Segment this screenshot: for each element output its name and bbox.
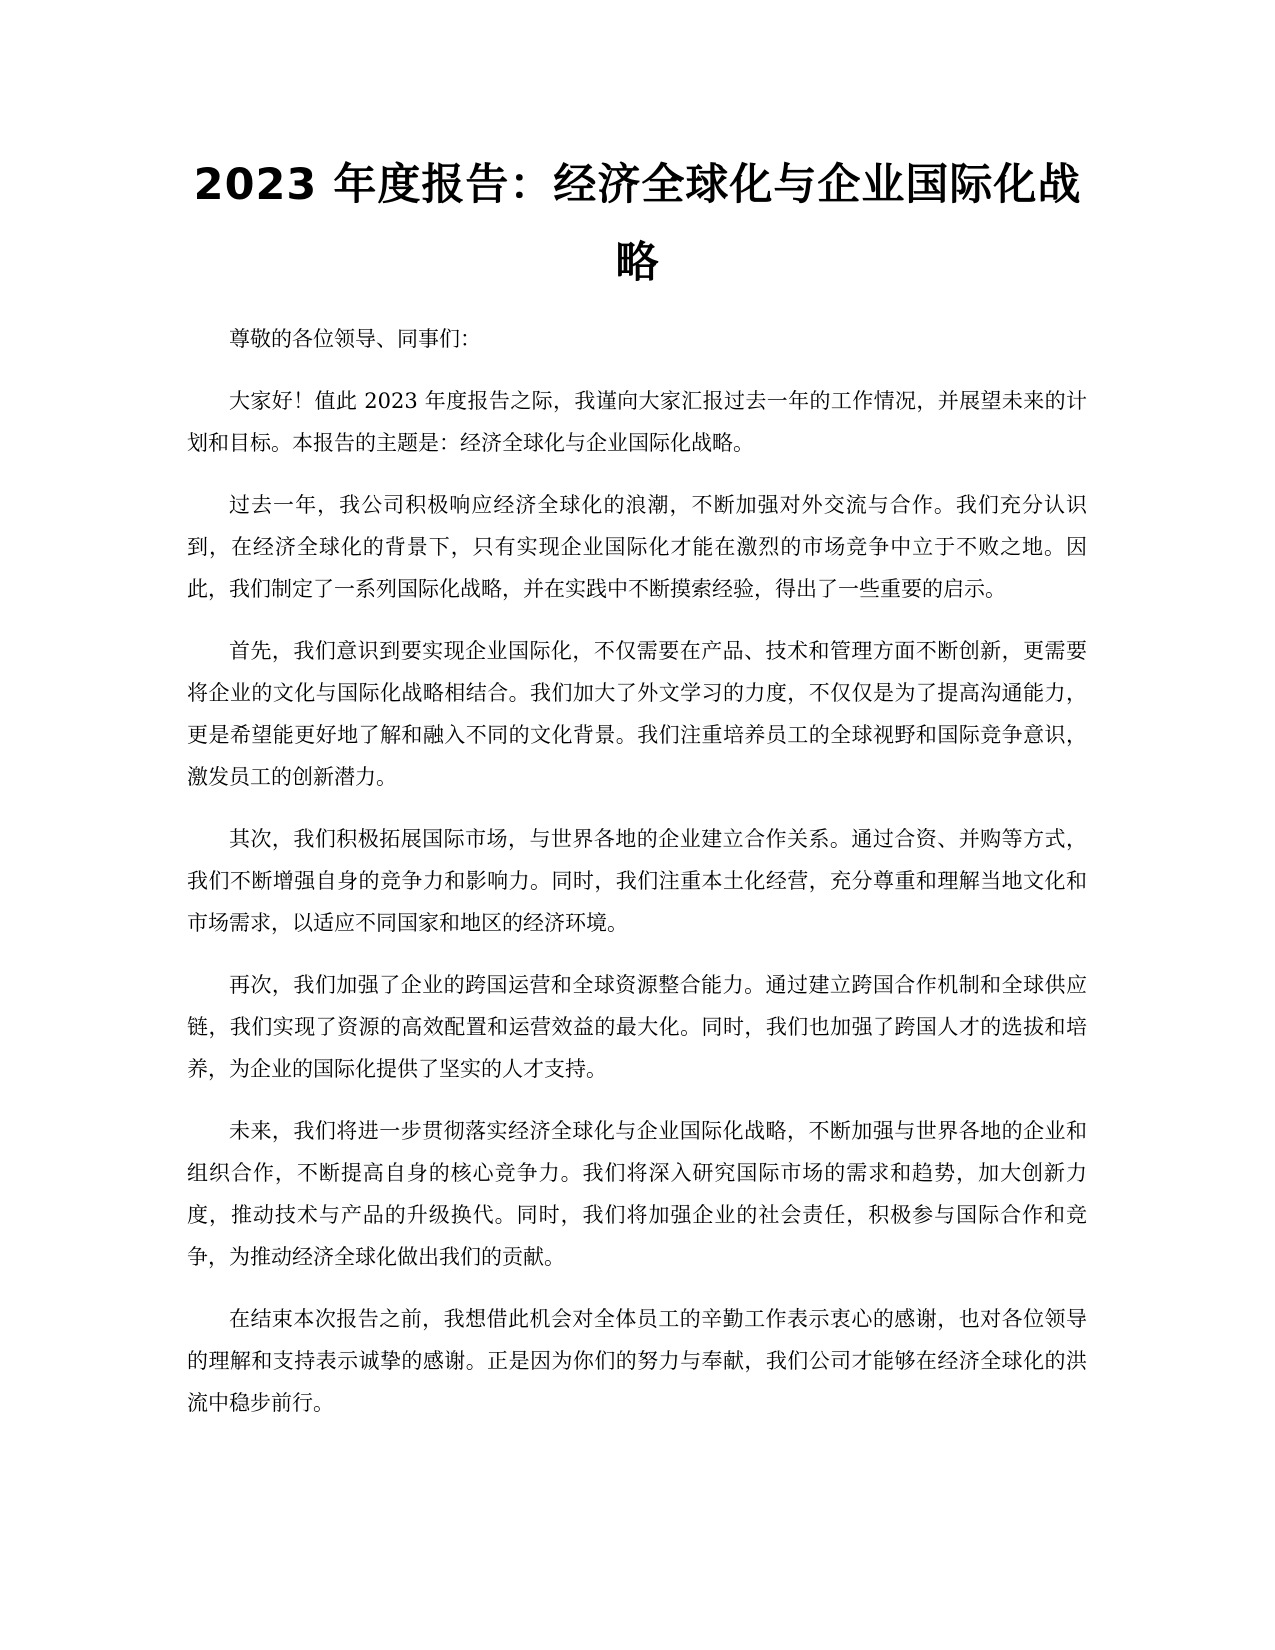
- document-body: [187, 318, 1087, 1444]
- document-title: 2023 年度报告：经济全球化与企业国际化战略: [193, 160, 1082, 288]
- paragraph-second: 其次，我们积极拓展国际市场，与世界各地的企业建立合作关系。通过合资、并购等方式，我们不断增强自身的竞争力和影响力。同时，我们注重本土化经营，充分尊重和理解当地文化和市场需求，以适应不同国家和地区的经济环境。: [187, 827, 1087, 935]
- paragraph-intro: 大家好！值此 2023 年度报告之际，我谨向大家汇报过去一年的工作情况，并展望未来的计划和目标。本报告的主题是：经济全球化与企业国际化战略。: [187, 389, 1087, 455]
- paragraph-third: 再次，我们加强了企业的跨国运营和全球资源整合能力。通过建立跨国合作机制和全球供应链，我们实现了资源的高效配置和运营效益的最大化。同时，我们也加强了跨国人才的选拔和培养，为企业的国际化提供了坚实的人才支持。: [187, 973, 1087, 1081]
- paragraph-future: 未来，我们将进一步贯彻落实经济全球化与企业国际化战略，不断加强与世界各地的企业和组织合作，不断提高自身的核心竞争力。我们将深入研究国际市场的需求和趋势，加大创新力度，推动技术与产品的升级换代。同时，我们将加强企业的社会责任，积极参与国际合作和竞争，为推动经济全球化做出我们的贡献。: [187, 1119, 1087, 1269]
- paragraph-closing: 在结束本次报告之前，我想借此机会对全体员工的辛勤工作表示衷心的感谢，也对各位领导的理解和支持表示诚挚的感谢。正是因为你们的努力与奉献，我们公司才能够在经济全球化的洪流中稳步前行。: [187, 1307, 1087, 1415]
- paragraph-first: 首先，我们意识到要实现企业国际化，不仅需要在产品、技术和管理方面不断创新，更需要将企业的文化与国际化战略相结合。我们加大了外文学习的力度，不仅仅是为了提高沟通能力，更是希望能更好地了解和融入不同的文化背景。我们注重培养员工的全球视野和国际竞争意识，激发员工的创新潜力。: [187, 639, 1087, 789]
- paragraph-past-year: 过去一年，我公司积极响应经济全球化的浪潮，不断加强对外交流与合作。我们充分认识到，在经济全球化的背景下，只有实现企业国际化才能在激烈的市场竞争中立于不败之地。因此，我们制定了一系列国际化战略，并在实践中不断摸索经验，得出了一些重要的启示。: [187, 493, 1087, 601]
- salutation: 尊敬的各位领导、同事们：: [229, 327, 481, 351]
